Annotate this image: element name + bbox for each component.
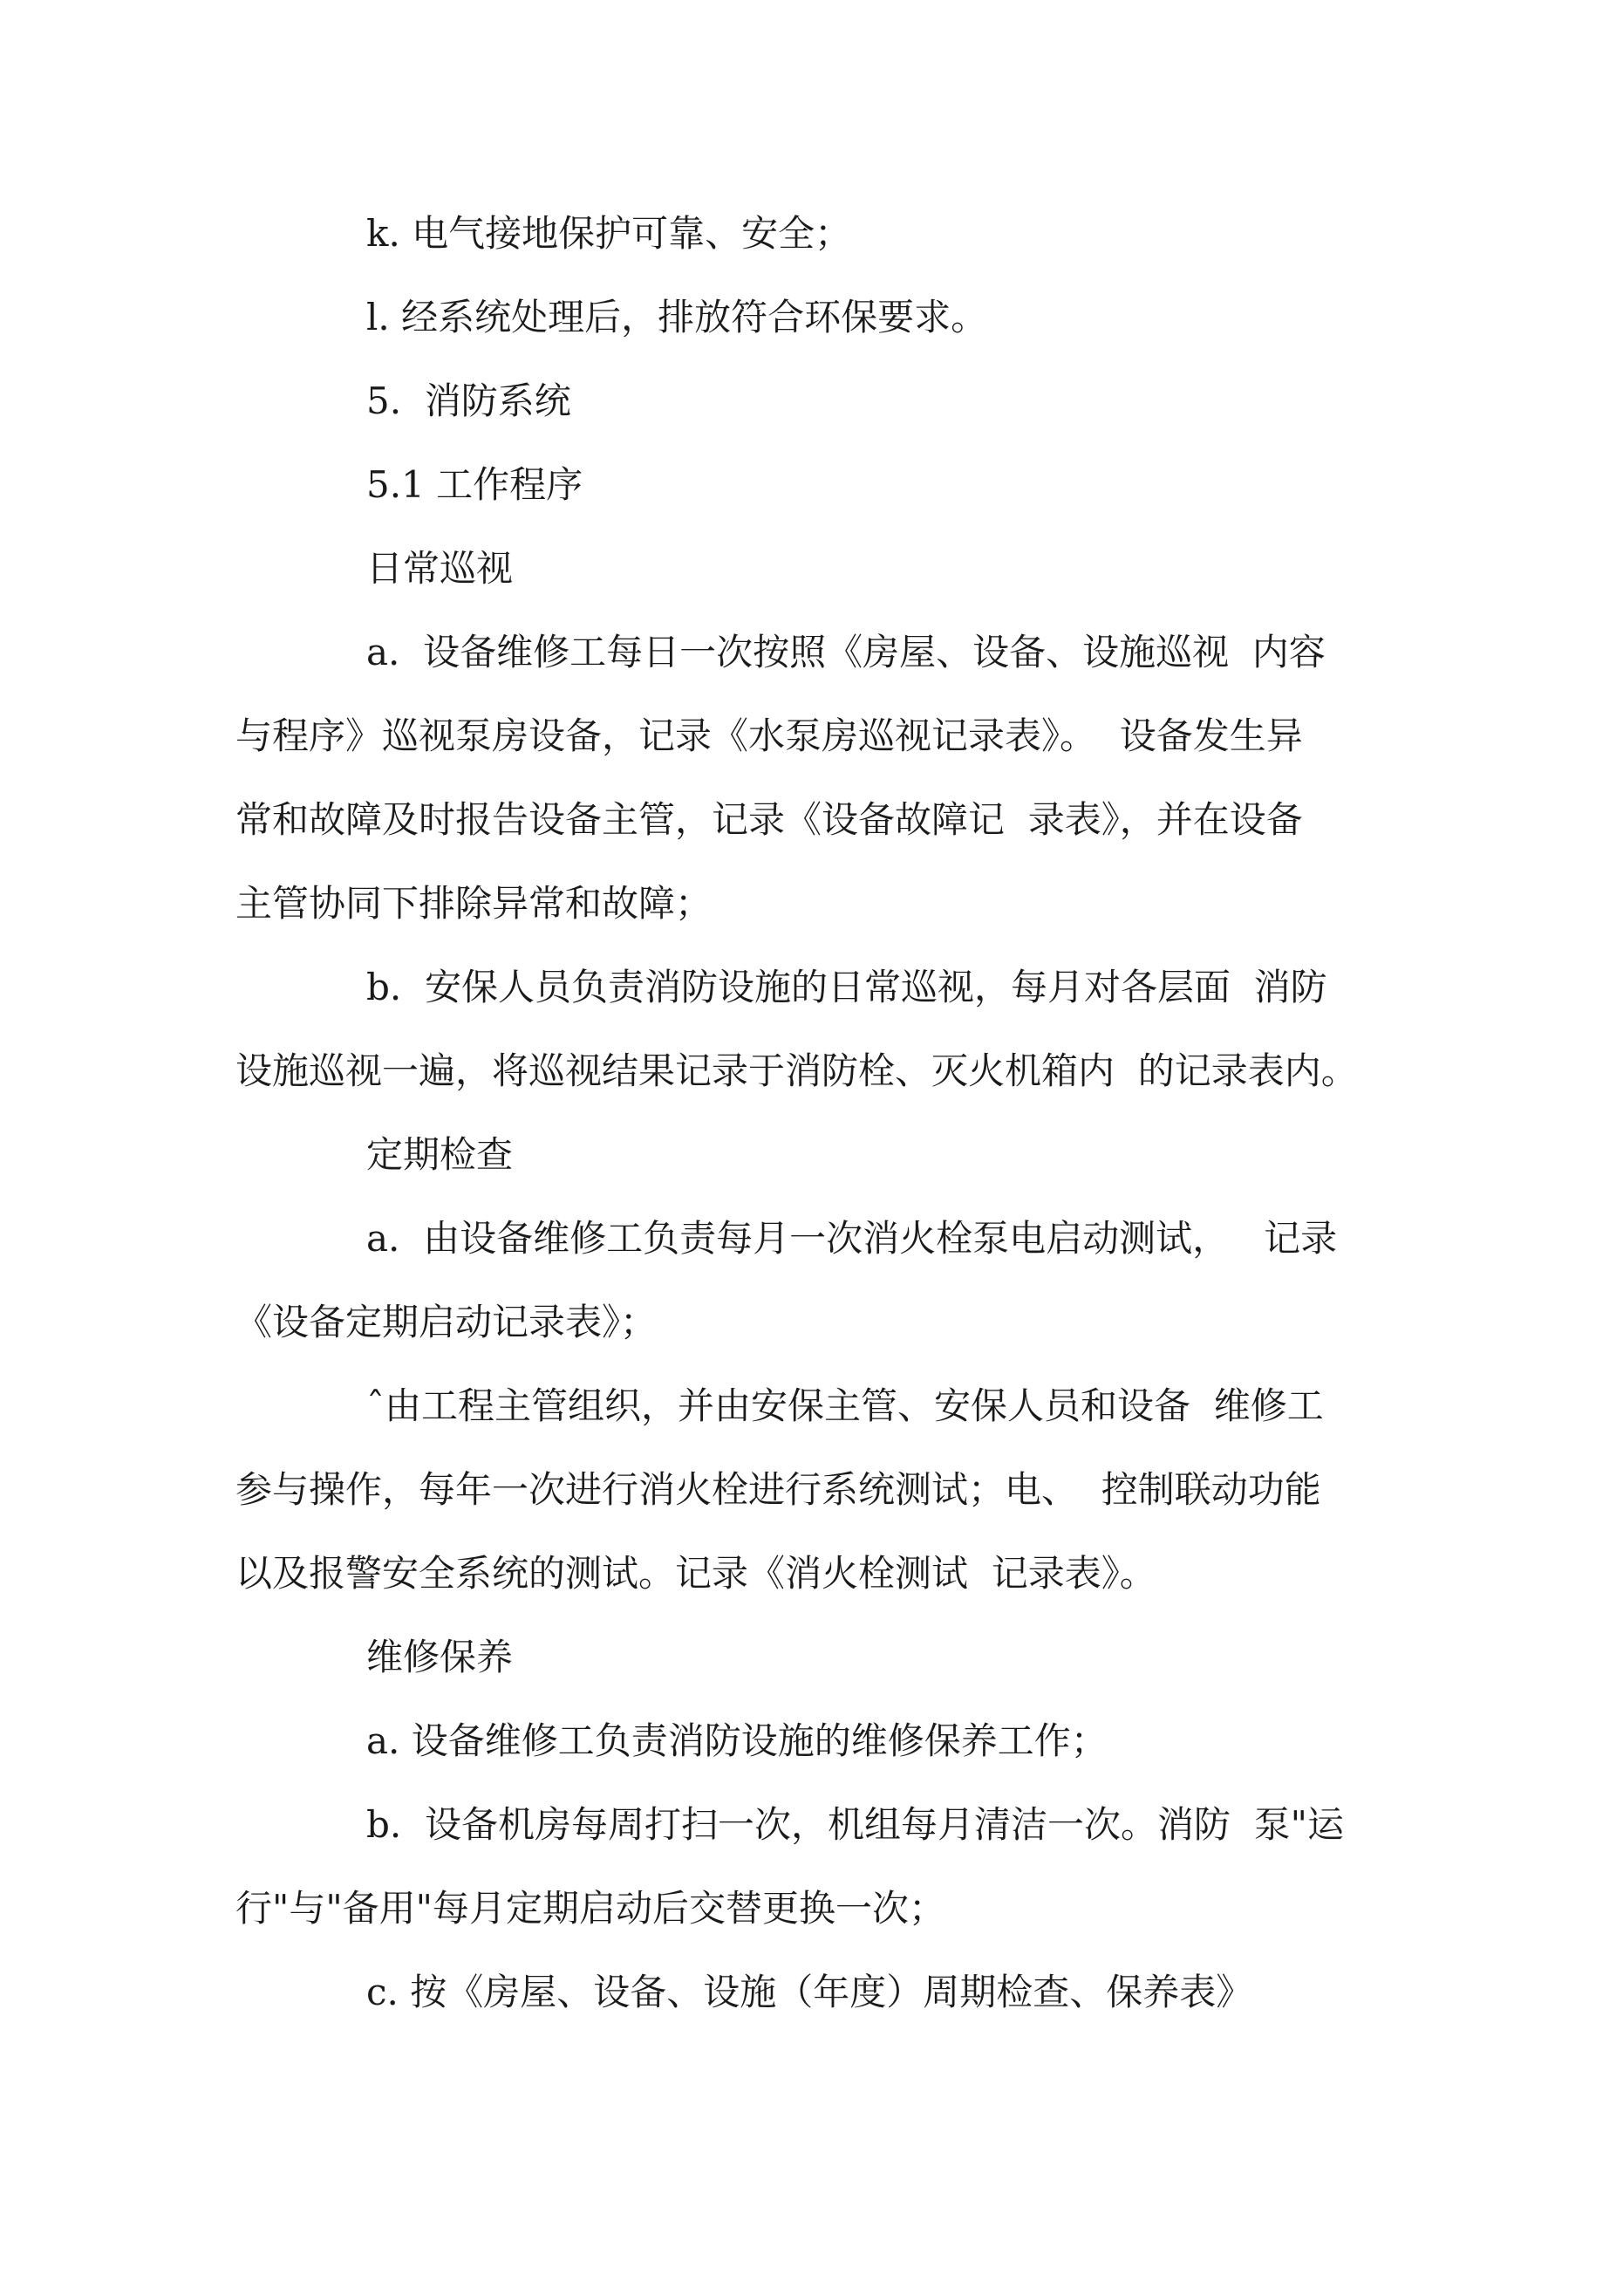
document-body (235, 192, 1408, 2034)
text-line: k. 电气接地保护可靠、安全； (366, 212, 852, 255)
text-line: b. 设备机房每周打扫一次，机组每月清洁一次。消防 泵"运 (366, 1803, 1344, 1846)
paragraph-heading: 维修保养 (366, 1636, 514, 1678)
text-line: c. 按《房屋、设备、设施（年度）周期检查、保养表》 (366, 1971, 1253, 2013)
text-line: l. 经系统处理后，排放符合环保要求。 (366, 296, 988, 338)
section-heading: 5. 消防系统 (366, 379, 571, 422)
text-line: 主管协同下排除异常和故障； (235, 882, 713, 925)
text-line: a. 设备维修工负责消防设施的维修保养工作； (366, 1719, 1108, 1762)
text-line: 以及报警安全系统的测试。记录《消火栓测试 记录表》。 (235, 1552, 1156, 1595)
paragraph-heading: 日常巡视 (366, 547, 514, 590)
text-line: 《设备定期启动记录表》； (235, 1301, 658, 1343)
text-line: 行"与"备用"每月定期启动后交替更换一次； (235, 1887, 945, 1930)
text-line: 参与操作，每年一次进行消火栓进行系统测试；电、 控制联动功能 (235, 1468, 1321, 1511)
text-line: ˆ由工程主管组织，并由安保主管、安保人员和设备 维修工 (366, 1384, 1324, 1427)
text-line: a. 设备维修工每日一次按照《房屋、设备、设施巡视 内容 (366, 631, 1326, 673)
paragraph-heading: 定期检查 (366, 1133, 514, 1176)
text-line: a. 由设备维修工负责每月一次消火栓泵电启动测试， 记录 (366, 1217, 1338, 1260)
text-line: 与程序》巡视泵房设备，记录《水泵房巡视记录表》。 设备发生异 (235, 714, 1303, 757)
text-line: 设施巡视一遍，将巡视结果记录于消防栓、灭火机箱内 的记录表内。 (235, 1049, 1358, 1092)
subsection-heading: 5.1 工作程序 (366, 463, 583, 506)
text-line: 常和故障及时报告设备主管，记录《设备故障记 录表》，并在设备 (235, 798, 1303, 841)
text-line: b. 安保人员负责消防设施的日常巡视，每月对各层面 消防 (366, 966, 1327, 1008)
